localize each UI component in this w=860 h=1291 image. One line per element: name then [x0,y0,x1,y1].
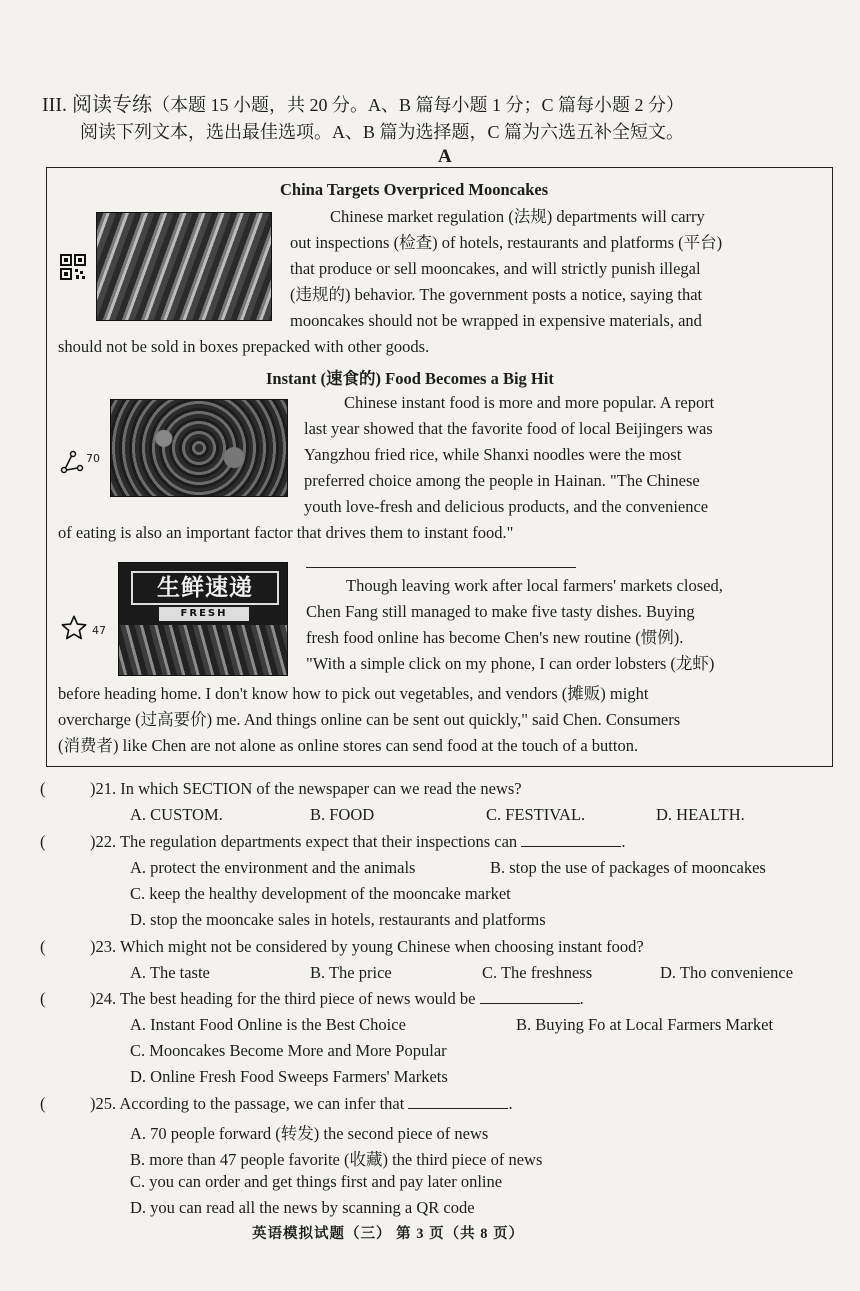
news3-body [306,573,826,677]
news3-photo [118,562,288,676]
news2-line: last year showed that the favorite food of local Beijingers was [304,419,713,438]
answer-blank [480,1003,580,1004]
news2-title: Instant (速食的) Food Becomes a Big Hit [266,369,554,388]
news3-line: Chen Fang still managed to make five tasty dishes. Buying [306,602,695,621]
option-25-b: B. more than 47 people favorite (收藏) the third piece of news [130,1150,543,1169]
news1-line: out inspections (检查) of hotels, restaurants and platforms (平台) [290,233,723,252]
answer-paren: ( [40,832,46,851]
news3-title-blank [306,567,576,568]
answer-paren: ( [40,779,46,798]
option-23-a: A. The taste [130,963,210,982]
option-22-b: B. stop the use of packages of mooncakes [490,858,766,877]
news2-body [304,390,826,520]
option-22-a: A. protect the environment and the animals [130,858,416,877]
answer-paren: ( [40,1094,46,1113]
option-23-d: D. Tho convenience [660,963,794,982]
news1-title: China Targets Overpriced Mooncakes [280,180,549,199]
option-24-d: D. Online Fresh Food Sweeps Farmers' Markets [130,1067,448,1086]
option-25-c: C. you can order and get things first and pay later online [130,1172,503,1191]
news3-line: fresh food online has become Chen's new routine (惯例). [306,628,684,647]
option-25-d: D. you can read all the news by scanning a QR code [130,1198,475,1217]
news2-line: preferred choice among the people in Hainan. "The Chinese [304,471,700,490]
passage-label: A [438,146,452,167]
option-24-a: A. Instant Food Online is the Best Choice [130,1015,406,1034]
question-23-stem: )23. Which might not be considered by young Chinese when choosing instant food? [90,937,644,956]
qr-code-icon [60,254,86,280]
question-24-stem: )24. The best heading for the third piece of news would be [90,989,476,1008]
question-22: )22. The regulation departments expect that their inspections can . [90,832,626,851]
news1-line: (违规的) behavior. The government posts a notice, saying that [290,285,703,304]
answer-blank [408,1108,508,1109]
news2-line: Chinese instant food is more and more popular. A report [344,393,715,412]
option-21-d: D. HEALTH. [656,805,745,824]
news1-line: mooncakes should not be wrapped in expensive materials, and [290,311,702,330]
news1-body [290,204,826,334]
news3-photo-tag: FRESH [159,607,249,621]
question-24: )24. The best heading for the third piece of news would be . [90,989,584,1008]
star-icon [60,614,88,642]
news3-photo-vegetables [119,625,287,675]
option-23-b: B. The price [310,963,392,982]
answer-paren: ( [40,989,46,1008]
option-23-c: C. The freshness [482,963,593,982]
news2-line: youth love-fresh and delicious products, and the convenience [304,497,709,516]
favorite-count: 47 [92,624,106,637]
news1-photo [96,212,272,321]
question-22-stem: )22. The regulation departments expect that their inspections can [90,832,518,851]
news2-tail: of eating is also an important factor that drives them to instant food." [58,523,514,542]
question-25: )25. According to the passage, we can infer that . [90,1094,513,1113]
news3-line: Though leaving work after local farmers' markets closed, [346,576,723,595]
section-heading-sub: （本题 15 小题，共 20 分。A、B 篇每小题 1 分；C 篇每小题 2 分） [151,95,684,115]
option-22-d: D. stop the mooncake sales in hotels, restaurants and platforms [130,910,546,929]
section-heading-main: III. 阅读专练 [42,94,152,116]
option-25-a: A. 70 people forward (转发) the second piece of news [130,1124,489,1143]
question-25-stem: )25. According to the passage, we can infer that [90,1094,405,1113]
option-24-b: B. Buying Fo at Local Farmers Market [516,1015,774,1034]
forward-count: 70 [86,452,100,465]
news3-tail-line: (消费者) like Chen are not alone as online stores can send food at the touch of a button. [58,736,639,755]
news1-line: Chinese market regulation (法规) departments will carry [330,207,705,226]
news3-line: "With a simple click on my phone, I can order lobsters (龙虾) [306,654,715,673]
news2-photo [110,399,288,497]
news3-tail [58,681,826,759]
option-24-c: C. Mooncakes Become More and More Popular [130,1041,447,1060]
instructions: 阅读下列文本，选出最佳选项。A、B 篇为选择题，C 篇为六选五补全短文。 [80,122,685,142]
option-22-c: C. keep the healthy development of the mooncake market [130,884,511,903]
answer-blank [521,846,621,847]
news3-tail-line: overcharge (过高要价) me. And things online can be sent out quickly," said Chen. Consumers [58,710,681,729]
option-21-c: C. FESTIVAL. [486,805,586,824]
news1-tail: should not be sold in boxes prepacked with other goods. [58,337,430,356]
news3-photo-banner: 生鲜速递 [131,571,279,605]
page-footer: 英语模拟试题（三） 第 3 页（共 8 页） [252,1226,525,1242]
news3-tail-line: before heading home. I don't know how to pick out vegetables, and vendors (摊贩) might [58,684,649,703]
option-21-a: A. CUSTOM. [130,805,223,824]
news2-line: Yangzhou fried rice, while Shanxi noodles were the most [304,445,682,464]
news1-line: that produce or sell mooncakes, and will strictly punish illegal [290,259,701,278]
section-heading [42,88,684,117]
share-icon [60,450,84,474]
question-21-stem: )21. In which SECTION of the newspaper can we read the news? [90,779,522,798]
option-21-b: B. FOOD [310,805,375,824]
answer-paren: ( [40,937,46,956]
